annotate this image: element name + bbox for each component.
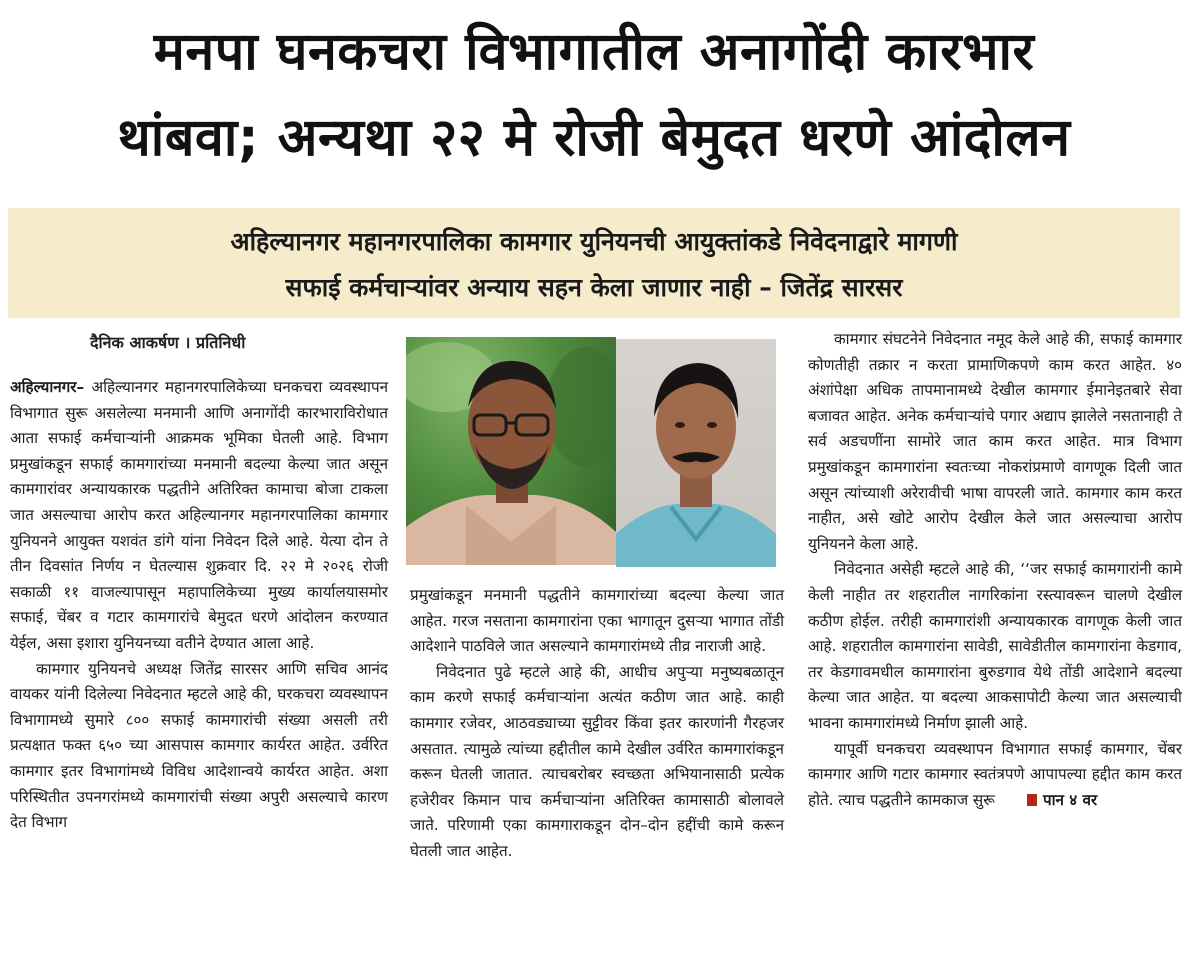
continued-on-page [1001,788,1097,814]
article-column-3 [808,327,1182,813]
paragraph: प्रमुखांकडून मनमानी पद्धतीने कामगारांच्या बदल्या केल्या जात आहेत. गरज नसताना कामगारांना एका भागातून दुसऱ्या भागात तोंडी आदेशाने पाठविले जात असल्याने कामगारांमध्ये तीव्र नाराजी आहे. [410,586,784,656]
photo-anand-vaykar [616,339,776,567]
paragraph: निवेदनात पुढे म्हटले आहे की, आधीच अपुऱ्या मनुष्यबळातून काम करणे सफाई कर्मचाऱ्यांना अत्यंत कठीण जात आहे. काही कामगार रजेवर, आठवड्याच्या सुट्टीवर किंवा इतर कारणांनी गैरहजर असतात. त्यामुळे त्यांच्या हद्दीतील कामे देखील उर्वरित कामगारांकडून करून घेतली जातात. त्याचबरोबर स्वच्छता अभियानासाठी प्रत्येक हजेरीवर किमान पाच कर्मचाऱ्यांना अतिरिक्त कामासाठी बोलावले जाते. परिणामी एका कामगाराकडून दोन–दोन हद्दींची कामे करून घेतली जात आहेत. [410,662,784,860]
continue-marker-icon [1027,794,1037,806]
paragraph: निवेदनात असेही म्हटले आहे की, ‘‘जर सफाई कामगारांनी कामे केली नाहीत तर शहरातील नागरिकांना रस्त्यावरून चालणे देखील कठीण होईल. तरीही कामगारांशी अन्यायकारक वागणूक केली जात आहे. शहरातील कामगारांना सावेडी, सावेडीतील कामगारांना केडगाव, तर केडगावमधील कामगारांना बुरुडगाव येथे तोंडी आदेशाने बदल्या केल्या जात आहेत. या बदल्या आकसापोटी केल्या जात असल्याची भावना कामगारांमध्ये निर्माण झाली आहे. [808,560,1182,732]
paragraph-text: यापूर्वी घनकचरा व्यवस्थापन विभागात सफाई कामगार, चेंबर कामगार आणि गटार कामगार स्वतंत्रपणे आपापल्या हद्दीत काम करत होते. त्याच पद्धतीने कामकाज सुरू [808,739,1182,809]
article-column-1 [10,375,388,836]
paragraph-text: अहिल्यानगर महानगरपालिकेच्या घनकचरा व्यवस्थापन विभागात सुरू असलेल्या मनमानी आणि अनागोंदी कारभाराविरोधात आता सफाई कर्मचाऱ्यांनी आक्रमक भूमिका घेतली आहे. विभाग प्रमुखांकडून सफाई कामगारांच्या मनमानी बदल्या केल्या जात असून कामगारांवर अन्यायकारक पद्धतीने अतिरिक्त कामाचा बोजा टाकला जात असल्याचा आरोप करत अहिल्यानगर महानगरपालिका कामगार युनियनने आयुक्त यशवंत डांगे यांना निवेदन दिले आहे. येत्या दोन ते तीन दिवसांत निर्णय न घेतल्यास शुक्रवार दि. २२ मे २०२६ रोजी सकाळी ११ वाजल्यापासून महापालिकेच्या मुख्य कार्यालयासमोर सफाई, चेंबर व गटार कामगारांचे बेमुदत धरणे आंदोलन करण्यात येईल, असा इशारा युनियनच्या वतीने देण्यात आला आहे. [10,378,389,652]
headline-line-2: थांबवा; अन्यथा २२ मे रोजी बेमुदत धरणे आंदोलन [117,108,1071,168]
continued-label: पान ४ वर [1042,790,1098,809]
headline-line-1: मनपा घनकचरा विभागातील अनागोंदी कारभार [153,22,1035,82]
paragraph: कामगार युनियनचे अध्यक्ष जितेंद्र सारसर आणि सचिव आनंद वायकर यांनी दिलेल्या निवेदनात म्हटले आहे की, घरकचरा व्यवस्थापन विभागामध्ये सुमारे ८०० सफाई कामगारांची संख्या असली तरी प्रत्यक्षात फक्त ६५० च्या आसपास कामगार कार्यरत आहेत. उर्वरित कामगार इतर विभागांमध्ये विविध आदेशान्वये कार्यरत आहेत. अशा परिस्थितीत उपनगरांमध्ये कामगारांची संख्या अपुरी असल्याचे कारण देत विभाग [10,659,388,832]
paragraph [808,737,1182,814]
article-column-2 [410,583,784,865]
paragraph: कामगार संघटनेने निवेदनात नमूद केले आहे की, सफाई कामगार कोणतीही तक्रार न करता प्रामाणिकपणे काम करत आहेत. ४० अंशांपेक्षा अधिक तापमानामध्ये देखील कामगार ईमानेइतबारे सेवा बजावत आहेत. अनेक कर्मचाऱ्यांचे पगार अद्याप झालेले नसतानाही ते सर्व अडचणींना सामोरे जात काम करत आहेत. मात्र विभाग प्रमुखांकडून कामगारांना स्वतःच्या नोकरांप्रमाणे वागणूक दिली जात असून त्यांच्याशी अरेरावीची भाषा वापरली जाते. कामगार काम करत नाहीत, असे खोटे आरोप देखील केले जात असल्याचा आरोप युनियनने केला आहे. [808,330,1182,553]
portrait-2-illustration [616,339,776,567]
subheadline-band [8,208,1180,318]
photo-jitendra-sarsar [406,337,616,565]
byline: दैनिक आकर्षण । प्रतिनिधी [90,333,246,352]
paragraph [10,375,388,657]
portrait-1-illustration [406,337,616,565]
dateline: अहिल्यानगर– [10,378,92,396]
subheadline-line-1: अहिल्यानगर महानगरपालिका कामगार युनियनची आयुक्तांकडे निवेदनाद्वारे मागणी [230,227,958,256]
subheadline-line-2: सफाई कर्मचाऱ्यांवर अन्याय सहन केला जाणार नाही – जितेंद्र सारसर [285,273,903,302]
